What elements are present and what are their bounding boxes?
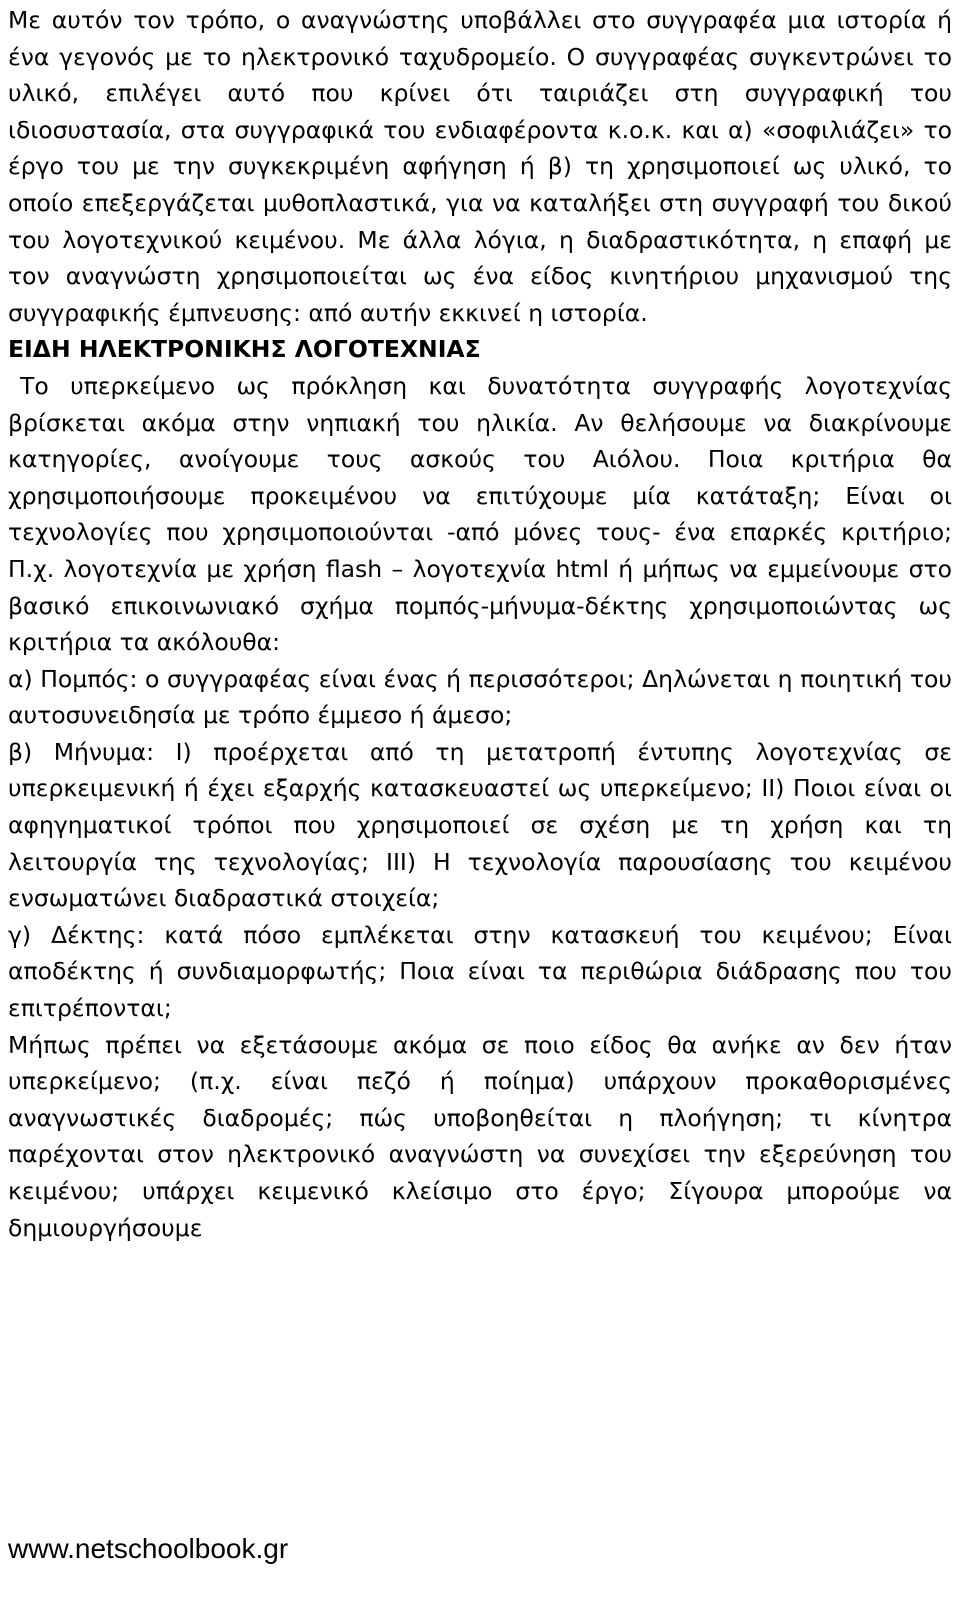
section-heading: ΕΙΔΗ ΗΛΕΚΤΡΟΝΙΚΗΣ ΛΟΓΟΤΕΧΝΙΑΣ — [8, 335, 481, 364]
criterion-sender: α) Πομπός: ο συγγραφέας είναι ένας ή περισσότεροι; Δηλώνεται η ποιητική του αυτοσυνειδησία με τρόπο έμμεσο ή άμεσο; — [8, 664, 952, 730]
paragraph-reader-submission: Με αυτόν τον τρόπο, ο αναγνώστης υποβάλλει στο συγγραφέα μια ιστορία ή ένα γεγονός με το ηλεκτρονικό ταχυδρομείο. Ο συγγραφέας συγκεντρώνει το υλικό, επιλέγει αυτό που κρίνει ότι ταιριάζει στη συγγραφική του ιδιοσυστασία, στα συγγραφικά του ενδιαφέροντα κ.ο.κ. και α) «σοφιλιάζει» το έργο του με την συγκεκριμένη αφήγηση ή β) τη χρησιμοποιεί ως υλικό, το οποίο επεξεργάζεται μυθοπλαστικά, για να καταλήξει στη συγγραφή του δικού του λογοτεχνικού κειμένου. Με άλλα λόγια, η διαδραστικότητα, η επαφή με τον αναγνώστη χρησιμοποιείται ως ένα είδος κινητήριου μηχανισμού της συγγραφικής έμπνευσης: από αυτήν εκκινεί η ιστορία. — [8, 6, 952, 327]
paragraph-intro: Το υπερκείμενο ως πρόκληση και δυνατότητα συγγραφής λογοτεχνίας βρίσκεται ακόμα στην νηπιακή του ηλικία. Αν θελήσουμε να διακρίνουμε κατηγορίες, ανοίγουμε τους ασκούς του Αιόλου. Ποια κριτήρια θα χρησιμοποιήσουμε προκειμένου να επιτύχουμε μία κατάταξη; Είναι οι τεχνολογίες που χρησιμοποιούνται -από μόνες τους- ένα επαρκές κριτήριο; Π.χ. λογοτεχνία με χρήση flash – λογοτεχνία html ή μήπως να εμμείνουμε στο βασικό επικοινωνιακό σχήμα πομπός-μήνυμα-δέκτης χρησιμοποιώντας ως κριτήρια τα ακόλουθα: — [8, 371, 952, 657]
criterion-message: β) Μήνυμα: I) προέρχεται από τη μετατροπή έντυπης λογοτεχνίας σε υπερκειμενική ή έχει εξαρχής κατασκευαστεί ως υπερκείμενο; II) Ποιοι είναι οι αφηγηματικοί τρόποι που χρησιμοποιεί σε σχέση με τη χρήση και τη λειτουργία της τεχνολογίας; III) Η τεχνολογία παρουσίασης του κειμένου ενσωματώνει διαδραστικά στοιχεία; — [8, 737, 952, 913]
criterion-receiver: γ) Δέκτης: κατά πόσο εμπλέκεται στην κατασκευή του κειμένου; Είναι αποδέκτης ή συνδιαμορφωτής; Ποια είναι τα περιθώρια διάδρασης που του επιτρέπονται; — [8, 920, 952, 1023]
document-body — [8, 2, 952, 1246]
footer-website: www.netschoolbook.gr — [8, 1533, 289, 1564]
paragraph-closing: Μήπως πρέπει να εξετάσουμε ακόμα σε ποιο είδος θα ανήκε αν δεν ήταν υπερκείμενο; (π.χ. είναι πεζό ή ποίημα) υπάρχουν προκαθορισμένες αναγνωστικές διαδρομές; πώς υποβοηθείται η πλοήγηση; τι κίνητρα παρέχονται στον ηλεκτρονικό αναγνώστη να συνεχίσει την εξερεύνηση του κειμένου; υπάρχει κειμενικό κλείσιμο στο έργο; Σίγουρα μπορούμε να δημιουργήσουμε — [8, 1030, 952, 1242]
